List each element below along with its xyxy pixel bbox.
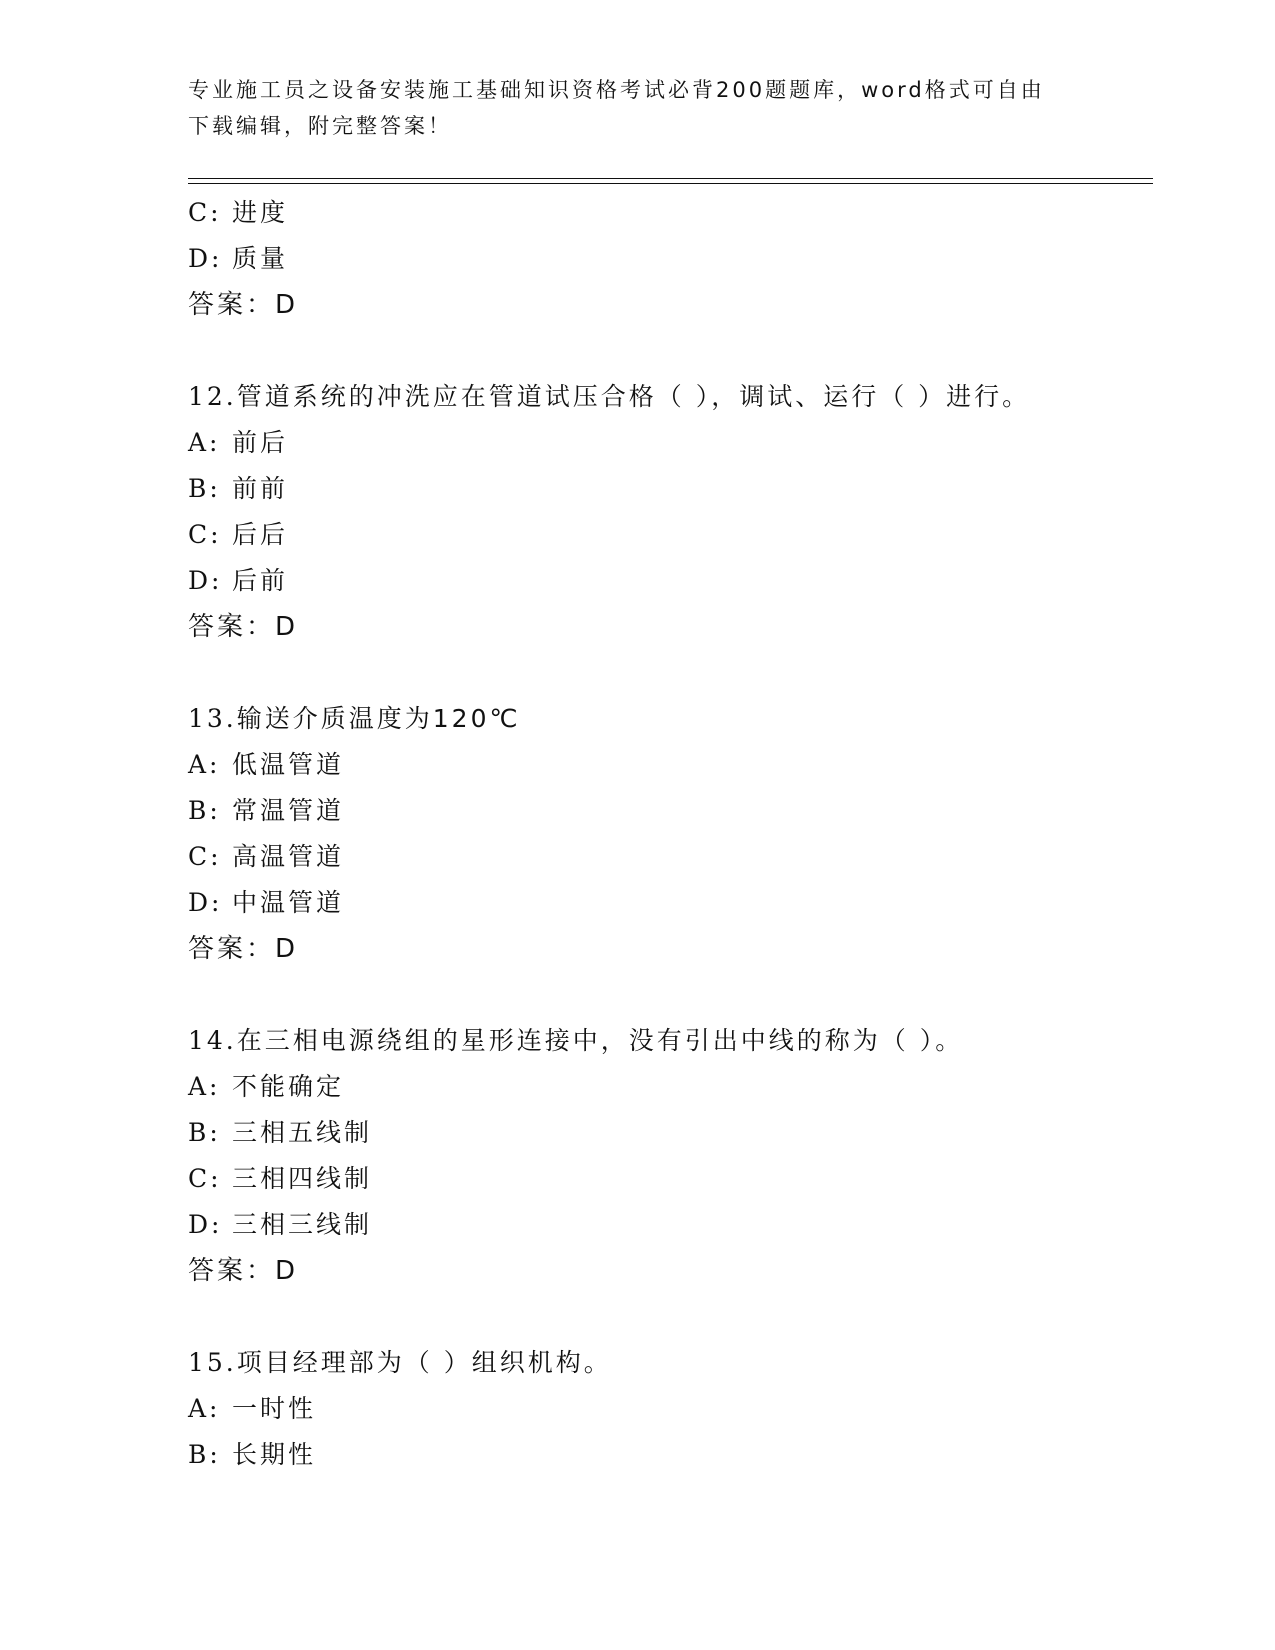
option-key: A: — [188, 1072, 221, 1101]
option-text: 质量 — [232, 244, 289, 273]
option-a — [188, 1386, 1148, 1432]
option-text: 低温管道 — [232, 750, 345, 779]
option-text: 三相四线制 — [232, 1164, 373, 1193]
option-b — [188, 1432, 1148, 1478]
question-15 — [188, 1340, 1148, 1478]
question-stem — [188, 696, 1148, 742]
question-number: 13. — [188, 704, 237, 733]
option-key: B: — [188, 796, 221, 825]
question-text: 项目经理部为（ ）组织机构。 — [236, 1348, 612, 1377]
spacer — [188, 328, 1148, 374]
option-text: 不能确定 — [232, 1072, 345, 1101]
option-key: A: — [188, 428, 221, 457]
option-key: B: — [188, 474, 221, 503]
question-number: 14. — [188, 1026, 237, 1055]
question-text: 管道系统的冲洗应在管道试压合格（ ），调试、运行（ ）进行。 — [236, 382, 1031, 411]
question-text: 在三相电源绕组的星形连接中，没有引出中线的称为（ ）。 — [236, 1026, 964, 1055]
header-line-1: 专业施工员之设备安装施工基础知识资格考试必背200题题库，word格式可自由 — [188, 78, 1045, 102]
option-text: 长期性 — [232, 1440, 317, 1469]
option-c — [188, 190, 1148, 236]
option-key: B: — [188, 1440, 221, 1469]
question-13 — [188, 696, 1148, 972]
option-c — [188, 512, 1148, 558]
option-key: A: — [188, 1394, 221, 1423]
question-14 — [188, 1018, 1148, 1294]
header-line-2: 下载编辑，附完整答案！ — [188, 114, 452, 138]
option-b — [188, 788, 1148, 834]
option-c — [188, 1156, 1148, 1202]
answer-line: 答案：D — [188, 1256, 299, 1286]
answer-line: 答案：D — [188, 290, 299, 320]
option-text: 中温管道 — [232, 888, 345, 917]
question-list — [188, 190, 1148, 1478]
option-a — [188, 1064, 1148, 1110]
option-text: 常温管道 — [232, 796, 345, 825]
option-key: D: — [188, 566, 223, 595]
option-text: 一时性 — [232, 1394, 317, 1423]
question-number: 12. — [188, 382, 237, 411]
option-text: 前前 — [232, 474, 289, 503]
answer-line: 答案：D — [188, 612, 299, 642]
option-text: 后前 — [232, 566, 289, 595]
option-d — [188, 880, 1148, 926]
option-key: D: — [188, 244, 223, 273]
header-divider-bottom — [188, 183, 1153, 184]
option-b — [188, 1110, 1148, 1156]
option-text: 前后 — [232, 428, 289, 457]
option-key: B: — [188, 1118, 221, 1147]
option-text: 三相三线制 — [232, 1210, 373, 1239]
question-12 — [188, 374, 1148, 650]
option-key: C: — [188, 1164, 222, 1193]
option-key: C: — [188, 198, 222, 227]
spacer — [188, 972, 1148, 1018]
option-key: A: — [188, 750, 221, 779]
header-divider-top — [188, 178, 1153, 179]
option-key: D: — [188, 1210, 223, 1239]
option-a — [188, 742, 1148, 788]
option-text: 三相五线制 — [232, 1118, 373, 1147]
partial-question — [188, 190, 1148, 328]
question-stem — [188, 1340, 1148, 1386]
option-key: C: — [188, 842, 222, 871]
question-text: 输送介质温度为120℃ — [236, 704, 521, 733]
option-d — [188, 236, 1148, 282]
option-a — [188, 420, 1148, 466]
question-number: 15. — [188, 1348, 237, 1377]
document-header — [188, 72, 1088, 144]
answer-line: 答案：D — [188, 934, 299, 964]
option-key: C: — [188, 520, 222, 549]
spacer — [188, 650, 1148, 696]
question-stem — [188, 374, 1148, 420]
option-c — [188, 834, 1148, 880]
option-d — [188, 1202, 1148, 1248]
option-b — [188, 466, 1148, 512]
option-d — [188, 558, 1148, 604]
spacer — [188, 1294, 1148, 1340]
option-text: 后后 — [232, 520, 289, 549]
question-stem — [188, 1018, 1148, 1064]
option-text: 高温管道 — [232, 842, 345, 871]
option-key: D: — [188, 888, 223, 917]
option-text: 进度 — [232, 198, 289, 227]
